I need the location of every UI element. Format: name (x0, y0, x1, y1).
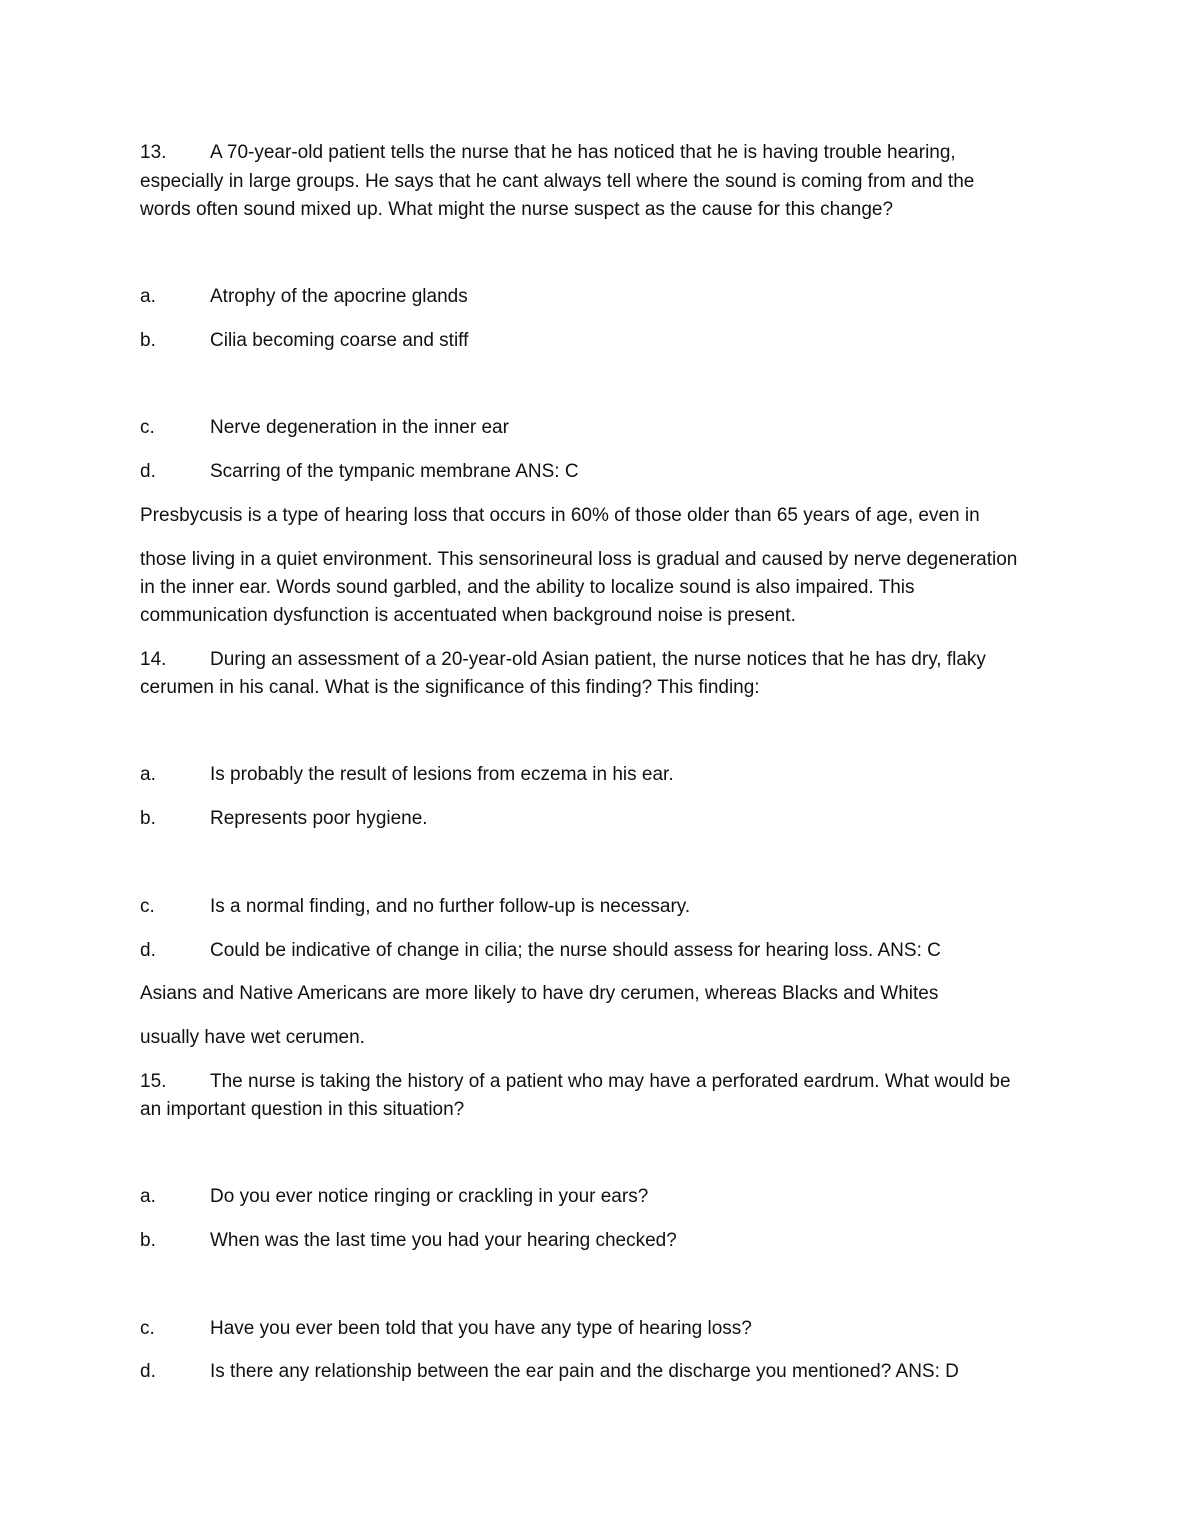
option-text: When was the last time you had your hearing checked? (210, 1230, 677, 1251)
option-text: Have you ever been told that you have any type of hearing loss? (210, 1318, 752, 1339)
option-letter: d. (140, 461, 156, 482)
option-text: Atrophy of the apocrine glands (210, 286, 468, 307)
question-stem-line: During an assessment of a 20-year-old Asian patient, the nurse notices that he has dry, flaky (210, 649, 986, 670)
rationale-line: usually have wet cerumen. (140, 1027, 365, 1048)
question-stem-line: The nurse is taking the history of a patient who may have a perforated eardrum. What would be (210, 1071, 1011, 1092)
rationale-line: communication dysfunction is accentuated when background noise is present. (140, 605, 796, 626)
option-letter: a. (140, 286, 156, 307)
question-stem-line: especially in large groups. He says that he cant always tell where the sound is coming from and the (140, 171, 975, 192)
option-letter: d. (140, 940, 156, 961)
option-text: Represents poor hygiene. (210, 808, 428, 829)
option-letter: d. (140, 1361, 156, 1382)
question-stem-line: A 70-year-old patient tells the nurse that he has noticed that he is having trouble hearing, (210, 142, 956, 163)
option-letter: a. (140, 764, 156, 785)
option-text: Nerve degeneration in the inner ear (210, 417, 509, 438)
option-text: Is there any relationship between the ear pain and the discharge you mentioned? ANS: D (210, 1361, 959, 1382)
option-letter: c. (140, 1318, 155, 1339)
question-number: 14. (140, 649, 167, 670)
option-text: Is probably the result of lesions from eczema in his ear. (210, 764, 674, 785)
option-letter: b. (140, 330, 156, 351)
rationale-line: in the inner ear. Words sound garbled, and the ability to localize sound is also impaired. This (140, 577, 915, 598)
option-letter: c. (140, 417, 155, 438)
rationale-line: Asians and Native Americans are more likely to have dry cerumen, whereas Blacks and Whites (140, 983, 939, 1004)
question-number: 15. (140, 1071, 167, 1092)
option-text: Could be indicative of change in cilia; the nurse should assess for hearing loss. ANS: C (210, 940, 941, 961)
option-letter: b. (140, 808, 156, 829)
option-text: Do you ever notice ringing or crackling in your ears? (210, 1186, 649, 1207)
option-text: Scarring of the tympanic membrane ANS: C (210, 461, 579, 482)
option-letter: a. (140, 1186, 156, 1207)
question-stem-line: cerumen in his canal. What is the significance of this finding? This finding: (140, 677, 760, 698)
rationale-line: Presbycusis is a type of hearing loss that occurs in 60% of those older than 65 years of age, even in (140, 505, 980, 526)
question-stem-line: words often sound mixed up. What might the nurse suspect as the cause for this change? (140, 199, 894, 220)
option-letter: b. (140, 1230, 156, 1251)
option-text: Is a normal finding, and no further follow-up is necessary. (210, 896, 691, 917)
question-stem-line: an important question in this situation? (140, 1099, 465, 1120)
option-text: Cilia becoming coarse and stiff (210, 330, 469, 351)
rationale-line: those living in a quiet environment. This sensorineural loss is gradual and caused by nerve degeneration (140, 549, 1018, 570)
question-number: 13. (140, 142, 167, 163)
option-letter: c. (140, 896, 155, 917)
